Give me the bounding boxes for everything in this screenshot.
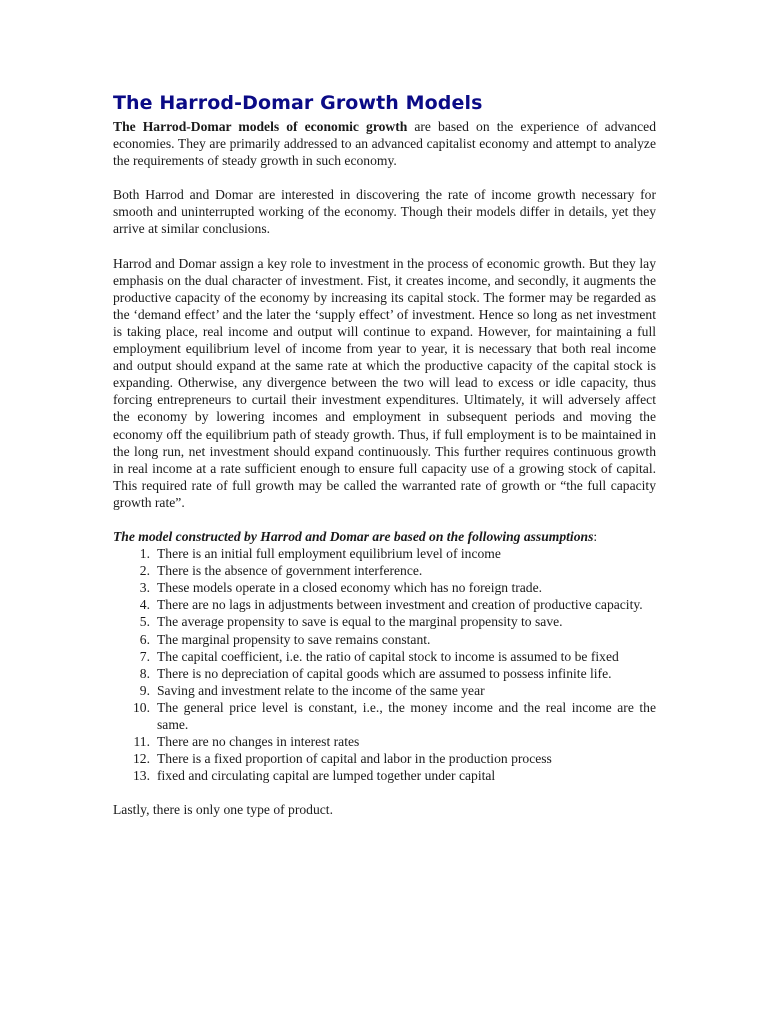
assumption-text: The marginal propensity to save remains constant. xyxy=(157,631,431,647)
assumption-text: There are no changes in interest rates xyxy=(157,734,360,750)
intro-bold-lead: The Harrod-Domar models of economic growth xyxy=(113,119,408,134)
assumption-number: 12. xyxy=(133,751,150,767)
assumption-number: 9. xyxy=(139,682,150,698)
assumption-text: There are no lags in adjustments between investment and creation of productive capacity. xyxy=(157,597,643,613)
paragraph-3: Harrod and Domar assign a key role to investment in the process of economic growth. But they lay emphasis on the dual character of investment. Fist, it creates income, and secondly, it augments the productive capacity of the economy by increasing its capital stock. The former may be regarded as the ‘demand effect’ and the later the ‘supply effect’ of investment. Hence so long as net investment is taking place, real income and output will continue to expand. However, for maintaining a full employment equilibrium level of income from year to year, it is necessary that both real income and output should expand at the same rate at which the productive capacity of the capital stock is expanding. Otherwise, any divergence between the two will lead to excess or idle capacity, thus forcing entrepreneurs to curtail their investment expenditures. Ultimately, it will adversely affect the economy by lowering incomes and employment in subsequent periods and moving the economy off the equilibrium path of steady growth. Thus, if full employment is to be maintained in the long run, net investment should expand continuously. This further requires continuous growth in real income at a rate sufficient enough to ensure full capacity use of a growing stock of capital. This required rate of full growth may be called the warranted rate of growth or “the full capacity growth rate”. xyxy=(113,255,656,510)
assumption-item xyxy=(113,733,656,750)
assumption-number: 10. xyxy=(133,699,150,715)
assumption-item xyxy=(113,682,656,699)
assumption-number: 8. xyxy=(139,665,150,681)
assumption-text: These models operate in a closed economy which has no foreign trade. xyxy=(157,580,543,596)
assumptions-list xyxy=(113,545,656,784)
assumptions-heading-text: The model constructed by Harrod and Domar are based on the following assumptions xyxy=(113,528,594,544)
assumption-text: There is a fixed proportion of capital and labor in the production process xyxy=(157,751,552,767)
assumption-number: 13. xyxy=(133,768,150,784)
assumption-text: There is the absence of government interference. xyxy=(157,563,423,579)
assumption-text: The general price level is constant, i.e., the money income and the real income are the same. xyxy=(157,699,656,732)
assumption-item xyxy=(113,579,656,596)
assumption-item xyxy=(113,596,656,613)
assumption-text: fixed and circulating capital are lumped together under capital xyxy=(157,768,496,784)
assumption-number: 3. xyxy=(139,580,150,596)
assumption-number: 5. xyxy=(139,614,150,630)
intro-paragraph xyxy=(113,118,656,169)
assumption-number: 7. xyxy=(139,648,150,664)
assumption-item xyxy=(113,665,656,682)
assumption-item xyxy=(113,613,656,630)
assumption-text: There is an initial full employment equilibrium level of income xyxy=(157,546,501,562)
assumption-item xyxy=(113,699,656,733)
intro-rest: are based on the experience of advanced economies. They are primarily addressed to an advanced capitalist economy and attempt to analyze the requirements of steady growth in such economy. xyxy=(113,119,656,169)
assumption-item xyxy=(113,648,656,665)
assumption-item xyxy=(113,545,656,562)
assumptions-heading xyxy=(113,528,656,545)
paragraph-2: Both Harrod and Domar are interested in discovering the rate of income growth necessary for smooth and uninterrupted working of the economy. Though their models differ in details, yet they arrive at similar conclusions. xyxy=(113,187,656,237)
assumption-text: Saving and investment relate to the income of the same year xyxy=(157,682,485,698)
assumption-item xyxy=(113,562,656,579)
assumption-item xyxy=(113,750,656,767)
assumptions-heading-suffix: : xyxy=(593,528,598,544)
closing-paragraph: Lastly, there is only one type of product. xyxy=(113,802,333,818)
assumption-number: 6. xyxy=(139,631,150,647)
assumption-text: The average propensity to save is equal to the marginal propensity to save. xyxy=(157,614,563,630)
assumption-number: 11. xyxy=(133,734,150,750)
assumption-text: The capital coefficient, i.e. the ratio of capital stock to income is assumed to be fixed xyxy=(157,648,619,664)
assumption-number: 4. xyxy=(139,597,150,613)
document-page xyxy=(113,92,656,818)
document-title: The Harrod-Domar Growth Models xyxy=(113,92,483,114)
assumption-item xyxy=(113,767,656,784)
assumption-number: 1. xyxy=(139,546,150,562)
assumption-text: There is no depreciation of capital goods which are assumed to possess infinite life. xyxy=(157,665,612,681)
assumption-number: 2. xyxy=(139,563,150,579)
assumption-item xyxy=(113,631,656,648)
